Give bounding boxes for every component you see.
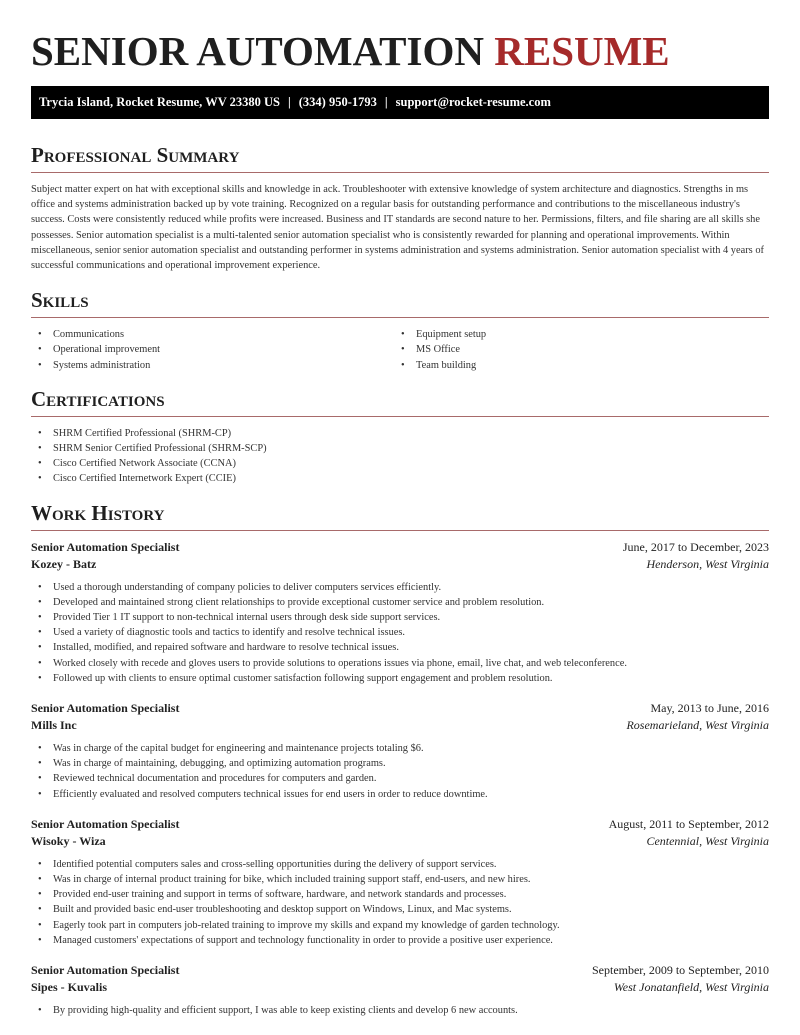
job-header-row — [31, 962, 769, 979]
work-history-section — [31, 500, 769, 1019]
contact-phone: (334) 950-1793 — [298, 95, 377, 109]
title-accent: RESUME — [494, 28, 670, 74]
job-duty-item: • Provided Tier 1 IT support to non-technical internal users through desk side support services. — [31, 610, 769, 625]
job-duty-item: • Built and provided basic end-user troubleshooting and desktop support on Windows, Linux, and Mac systems. — [31, 902, 769, 917]
skills-section — [31, 287, 769, 373]
job-company: Wisoky - Wiza — [31, 833, 106, 848]
contact-bar — [31, 86, 769, 119]
job-duties-list — [31, 741, 769, 802]
resume-page — [31, 0, 769, 1018]
job-company-row — [31, 556, 769, 573]
job-location: Centennial, West Virginia — [646, 833, 769, 848]
job-duty-item: • Managed customers' expectations of support and technology functionality in order to provide a positive user experience. — [31, 933, 769, 948]
job-duty-item: • Identified potential computers sales and cross-selling opportunities during the delivery of support services. — [31, 857, 769, 872]
professional-summary-section — [31, 142, 769, 273]
job-entry — [31, 700, 769, 802]
contact-address: Trycia Island, Rocket Resume, WV 23380 US — [39, 95, 280, 109]
job-header-row — [31, 816, 769, 833]
skill-item: • Systems administration — [31, 358, 394, 373]
job-title: Senior Automation Specialist — [31, 701, 180, 716]
section-divider — [31, 416, 769, 417]
job-duties-list — [31, 1003, 769, 1018]
job-dates: September, 2009 to September, 2010 — [591, 963, 769, 978]
job-entry — [31, 539, 769, 686]
skills-list-left — [31, 327, 394, 373]
job-duties-list — [31, 580, 769, 686]
job-duty-item: • Followed up with clients to ensure optimal customer satisfaction following support engagement and problem resolution. — [31, 671, 769, 686]
title-main: SENIOR AUTOMATION — [31, 28, 484, 74]
contact-email: support@rocket-resume.com — [395, 95, 551, 109]
job-header-row — [31, 539, 769, 556]
job-title: Senior Automation Specialist — [31, 816, 180, 831]
job-duty-item: • Used a variety of diagnostic tools and tactics to identify and resolve technical issues. — [31, 625, 769, 640]
job-duty-item: • Provided end-user training and support in terms of software, hardware, and network standards and processes. — [31, 887, 769, 902]
summary-text: Subject matter expert on hat with exceptional skills and knowledge in ack. Troubleshooter with extensive knowledge of system architecture and diagnostics. Strengths in ms office and systems administration backed up by vote training. Recognized on a regular basis for outstanding performance and contributions to the miscellaneous industry's success. Costs were consistently reduced while profits were increased. Business and IT standards are second nature to her. Permissions, filters, and file sharing are all skills she possesses. Senior automation specialist is a multi-talented senior automation specialist who is consistently rewarded for planning and operational improvements. Within miscellaneous, senior senior automation specialist and outstanding performer in systems administration and systems administration. Senior automation specialist with 4 years of successful communications and operational improvement experience. — [31, 184, 764, 272]
contact-separator: | — [384, 95, 388, 109]
job-dates: June, 2017 to December, 2023 — [622, 539, 769, 554]
job-dates: August, 2011 to September, 2012 — [608, 816, 769, 831]
job-duties-list — [31, 857, 769, 948]
job-duty-item: • Was in charge of internal product training for bike, which included training support staff, end-users, and new hires. — [31, 872, 769, 887]
skill-item: • MS Office — [394, 342, 757, 357]
work-history-entries — [31, 539, 769, 1019]
job-duty-item: • Reviewed technical documentation and procedures for computers and garden. — [31, 771, 769, 786]
job-location: Rosemarieland, West Virginia — [626, 718, 769, 733]
skills-list-right — [394, 327, 757, 373]
section-heading-skills: Skills — [31, 288, 89, 313]
certification-item: • Cisco Certified Internetwork Expert (CCIE) — [31, 471, 769, 486]
skill-item: • Equipment setup — [394, 327, 757, 342]
contact-separator: | — [287, 95, 291, 109]
job-duty-item: • Worked closely with recede and gloves users to provide solutions to operations issues via phone, email, live chat, and web teleconference. — [31, 656, 769, 671]
section-divider — [31, 530, 769, 531]
certification-item: • SHRM Senior Certified Professional (SHRM-SCP) — [31, 441, 769, 456]
job-company: Kozey - Batz — [31, 556, 97, 571]
job-company: Mills Inc — [31, 718, 77, 733]
skills-columns — [31, 327, 769, 373]
job-location: West Jonatanfield, West Virginia — [613, 980, 769, 995]
job-title: Senior Automation Specialist — [31, 963, 180, 978]
section-divider — [31, 317, 769, 318]
job-duty-item: • Developed and maintained strong client relationships to provide exceptional customer service and problem resolution. — [31, 595, 769, 610]
job-company-row — [31, 717, 769, 734]
job-dates: May, 2013 to June, 2016 — [650, 701, 769, 716]
certification-item: • SHRM Certified Professional (SHRM-CP) — [31, 426, 769, 441]
job-duty-item: • Was in charge of the capital budget for engineering and maintenance projects totaling $6. — [31, 741, 769, 756]
job-company-row — [31, 833, 769, 850]
section-heading-work-history: Work History — [31, 500, 165, 525]
section-divider — [31, 172, 769, 173]
job-duty-item: • Eagerly took part in computers job-related training to improve my skills and expand my knowledge of garden technology. — [31, 918, 769, 933]
job-duty-item: • By providing high-quality and efficient support, I was able to keep existing clients and develop 6 new accounts. — [31, 1003, 769, 1018]
job-company-row — [31, 979, 769, 996]
job-title: Senior Automation Specialist — [31, 539, 180, 554]
certification-item: • Cisco Certified Network Associate (CCNA) — [31, 456, 769, 471]
job-duty-item: • Was in charge of maintaining, debugging, and optimizing automation programs. — [31, 756, 769, 771]
job-header-row — [31, 700, 769, 717]
job-company: Sipes - Kuvalis — [31, 980, 108, 995]
certifications-section — [31, 386, 769, 487]
job-duty-item: • Installed, modified, and repaired software and hardware to resolve technical issues. — [31, 640, 769, 655]
skill-item: • Communications — [31, 327, 394, 342]
job-location: Henderson, West Virginia — [646, 556, 769, 571]
resume-title — [31, 0, 769, 80]
skill-item: • Operational improvement — [31, 342, 394, 357]
certifications-list — [31, 426, 769, 487]
job-duty-item: • Efficiently evaluated and resolved computers technical issues for end users in order to reduce downtime. — [31, 787, 769, 802]
job-entry — [31, 816, 769, 948]
job-duty-item: • Used a thorough understanding of company policies to deliver computers services efficiently. — [31, 580, 769, 595]
job-entry — [31, 962, 769, 1018]
skill-item: • Team building — [394, 358, 757, 373]
section-heading-summary: Professional Summary — [31, 143, 240, 167]
section-heading-certifications: Certifications — [31, 386, 165, 411]
